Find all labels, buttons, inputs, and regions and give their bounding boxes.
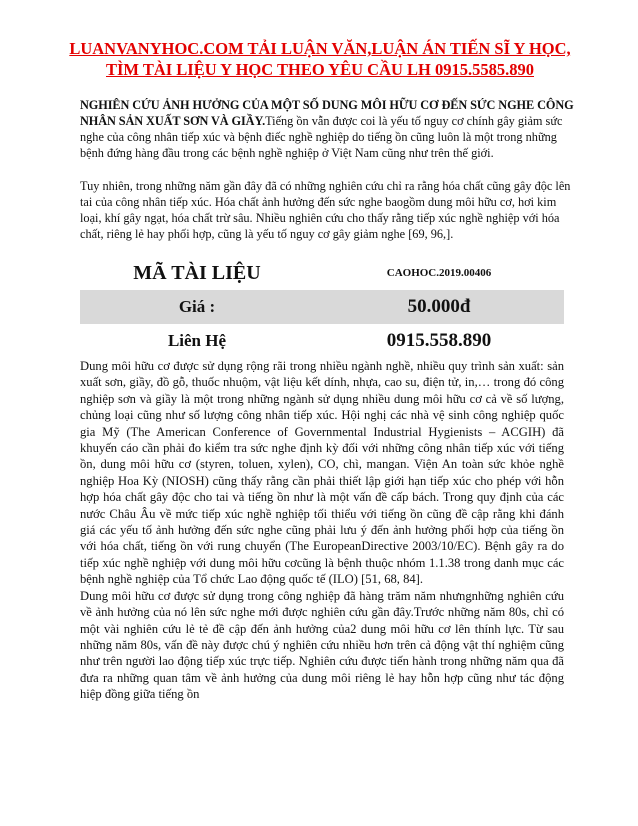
document-info-table [80,256,564,358]
gia-value: 50.000đ [314,290,564,324]
header-banner[interactable]: LUANVANYHOC.COM TẢI LUẬN VĂN,LUẬN ÁN TIẾN SĨ Y HỌC, TÌM TÀI LIỆU Y HỌC THEO YÊU CẦU LH 0915.5585.890 [69,39,571,79]
ma-code: CAOHOC.2019.00406 [386,267,492,279]
document-title [80,97,580,161]
body-paragraph-2: Dung môi hữu cơ được sử dụng trong công nghiệp đã hàng trăm năm nhưngnhững nghiên cứu về ảnh hưởng của nó lên sức nghe mới được nghiên cứu gần đây.Trước những năm 80s, chỉ có một vài nghiên cứu lẻ tẻ đề cập đến ảnh hưởng của2 dung môi hữu cơ lên thính lực. Từ sau những năm 80s, vấn đề này được chú ý nghiên cứu nhiều hơn trên cả động vật thí nghiệm cũng như trên người lao động tiếp xúc trực tiếp. Nghiên cứu được tiến hành trong những năm qua đã đưa ra những quan tâm về ảnh hưởng của dung môi riêng lẻ hay hỗn hợp cũng như tác động hiệp đồng giữa tiếng ồn [80,588,564,702]
title-bold: NGHIÊN CỨU ẢNH HƯỞNG CỦA MỘT SỐ DUNG MÔI HỮU CƠ ĐẾN SỨC NGHE CÔNG NHÂN SẢN XUẤT SƠN VÀ GIẦY. [80,98,574,128]
body-text [80,358,564,703]
lienhe-value[interactable]: 0915.558.890 [386,330,492,351]
title-rest: Tiếng ồn vẫn được coi là yếu tố nguy cơ chính gây giảm sức nghe của công nhân tiếp xúc và bệnh điếc nghề nghiệp do tiếng ồn cũng luôn là một trong những bệnh đứng hàng đầu trong các bệnh nghề nghiệp ở Việt Nam cũng như trên thế giới. [80,114,563,160]
row-ma [80,256,564,290]
row-lienhe [80,324,564,358]
intro-paragraph: Tuy nhiên, trong những năm gần đây đã có những nghiên cứu chỉ ra rằng hóa chất cũng gây độc lên tai của công nhân tiếp xúc. Hóa chất ảnh hưởng đến sức nghe baogồm dung môi hữu cơ, hơi kim loại, khí gây ngạt, hóa chất trừ sâu. Nhiều nghiên cứu cho thấy rằng tiếp xúc nghề nghiệp với hóa chất, riêng lẻ hay phối hợp, cũng là yếu tố nguy cơ gây giảm nghe [69, 96,]. [80,179,571,241]
gia-label: Giá : [80,290,314,324]
row-gia [80,290,564,324]
ma-label: MÃ TÀI LIỆU [133,261,261,284]
lienhe-label: Liên Hệ [167,331,227,350]
body-paragraph-1: Dung môi hữu cơ được sử dụng rộng rãi trong nhiều ngành nghề, nhiều quy trình sản xuất: sản xuất sơn, giầy, đồ gỗ, thuốc nhuộm, vật liệu kết dính, nhựa, cao su, điện tử, in,… trong đó công nghiệp sơn và giầy là một trong những ngành sử dụng nhiều dung môi hữu cơ cả về số lượng, chủng loại cũng như số lượng công nhân tiếp xúc. Hội nghị các nhà vệ sinh công nghiệp quốc gia Mỹ (The American Conference of Governmental Industrial Hygienists – ACGIH) đã khuyến cáo cần phải đo kiểm tra sức nghe định kỳ đối với những công nhân tiếp xúc với tiếng ồn, dung môi hữu cơ (styren, toluen, xylen), CO, chì, mangan. Viện An toàn sức khỏe nghề nghiệp Hoa Kỳ (NIOSH) cũng thấy rằng cần phải thiết lập giới hạn tiếp xúc cho phép với hỗn hợp hóa chất gây độc cho tai và tiếng ồn như là một vấn đề cấp bách. Trong quy định của các nước Châu Âu về mức tiếp xúc nghề nghiệp tối thiểu với tiếng ồn cũng đề cập rằng khi đánh giá các yếu tố ảnh hưởng đến sức nghe cũng phải lưu ý đến ảnh hưởng phối hợp của tiếng ồn với hóa chất, tiếng ồn với rung chuyển (The EuropeanDirective 2003/10/EC). Bệnh gây ra do tiếp xúc nghề nghiệp với dung môi hữu cơcũng là bệnh thuộc nhóm 1.1.38 trong danh mục các bệnh nghề nghiệp của Tổ chức Lao động quốc tế (ILO) [51, 68, 84]. [80,359,564,587]
